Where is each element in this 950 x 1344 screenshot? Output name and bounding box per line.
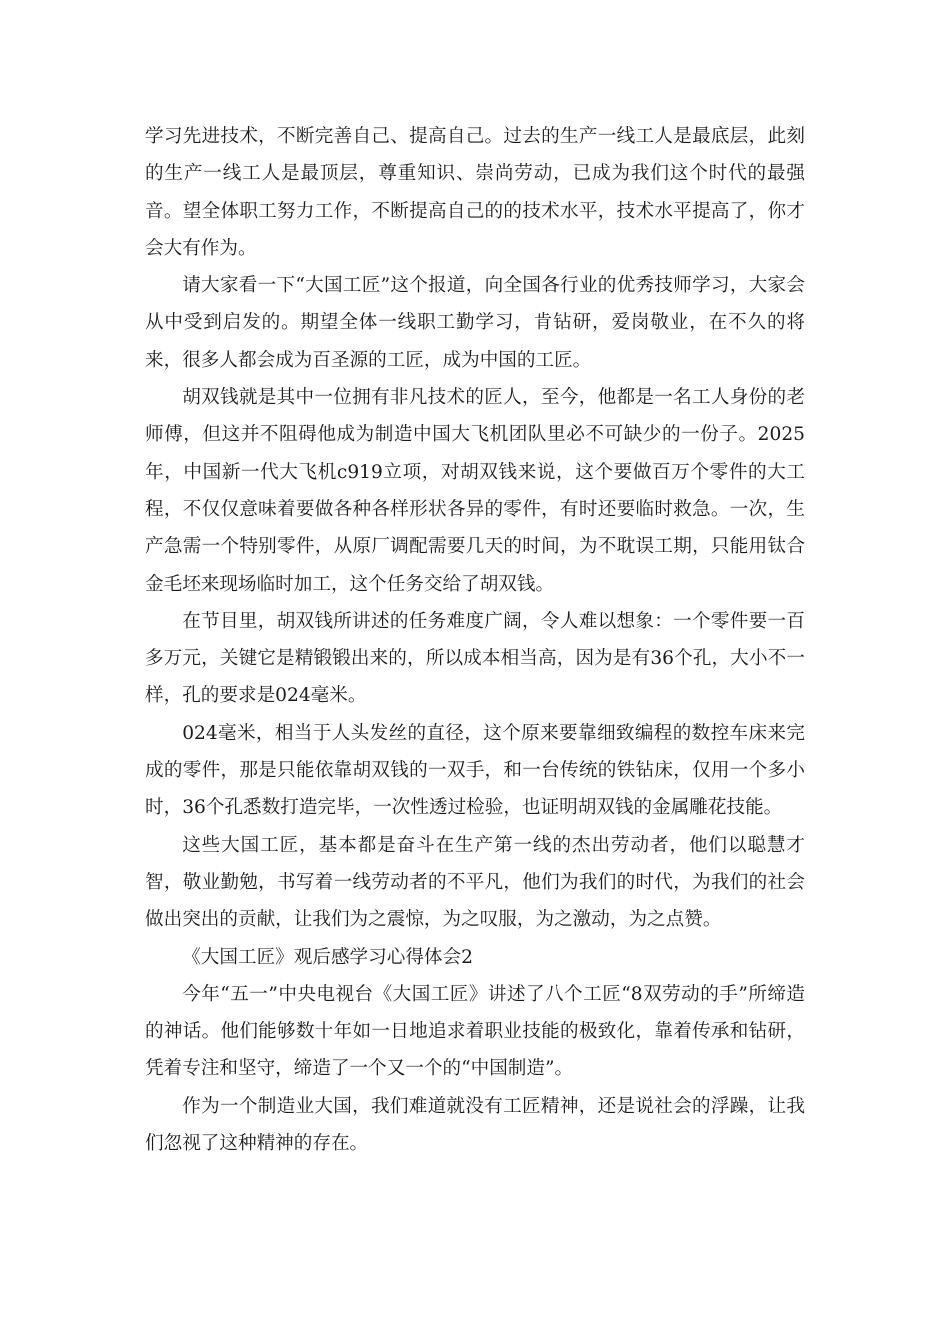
paragraph: 胡双钱就是其中一位拥有非凡技术的匠人，至今，他都是一名工人身份的老师傅，但这并不阻碍他成为制造中国大飞机团队里必不可缺少的一份子。2025年，中国新一代大飞机c919立项，对胡双钱来说，这个要做百万个零件的大工程，不仅仅意味着要做各种各样形状各异的零件，有时还要临时救急。一次，生产急需一个特别零件，从原厂调配需要几天的时间，为不耽误工期，只能用钛合金毛坯来现场临时加工，这个任务交给了胡双钱。 — [145, 387, 805, 595]
section-heading: 《大国工匠》观后感学习心得体会2 — [182, 946, 473, 968]
paragraph: 请大家看一下“大国工匠”这个报道，向全国各行业的优秀技师学习，大家会从中受到启发的。期望全体一线职工勤学习，肯钻研，爱岗敬业，在不久的将来，很多人都会成为百圣源的工匠，成为中国的工匠。 — [145, 275, 805, 371]
document-body — [145, 118, 805, 1162]
paragraph: 这些大国工匠，基本都是奋斗在生产第一线的杰出劳动者，他们以聪慧才智，敬业勤勉，书写着一线劳动者的不平凡，他们为我们的时代，为我们的社会做出突出的贡献，让我们为之震惊，为之叹服，为之激动，为之点赞。 — [145, 834, 805, 931]
paragraph: 在节目里，胡双钱所讲述的任务难度广阔，令人难以想象：一个零件要一百多万元，关键它是精锻锻出来的，所以成本相当高，因为是有36个孔，大小不一样，孔的要求是024毫米。 — [145, 610, 805, 707]
paragraph: 作为一个制造业大国，我们难道就没有工匠精神，还是说社会的浮躁，让我们忽视了这种精神的存在。 — [145, 1095, 805, 1155]
paragraph: 024毫米，相当于人头发丝的直径，这个原来要靠细致编程的数控车床来完成的零件，那是只能依靠胡双钱的一双手，和一台传统的铁钻床，仅用一个多小时，36个孔悉数打造完毕，一次性透过检验，也证明胡双钱的金属雕花技能。 — [145, 722, 805, 819]
paragraph: 今年“五一”中央电视台《大国工匠》讲述了八个工匠“8双劳动的手”所缔造的神话。他们能够数十年如一日地追求着职业技能的极致化，靠着传承和钻研，凭着专注和坚守，缔造了一个又一个的“中国制造”。 — [145, 983, 805, 1080]
paragraph: 学习先进技术，不断完善自己、提高自己。过去的生产一线工人是最底层，此刻的生产一线工人是最顶层，尊重知识、崇尚劳动，已成为我们这个时代的最强音。望全体职工努力工作，不断提高自己的的技术水平，技术水平提高了，你才会大有作为。 — [145, 126, 805, 259]
